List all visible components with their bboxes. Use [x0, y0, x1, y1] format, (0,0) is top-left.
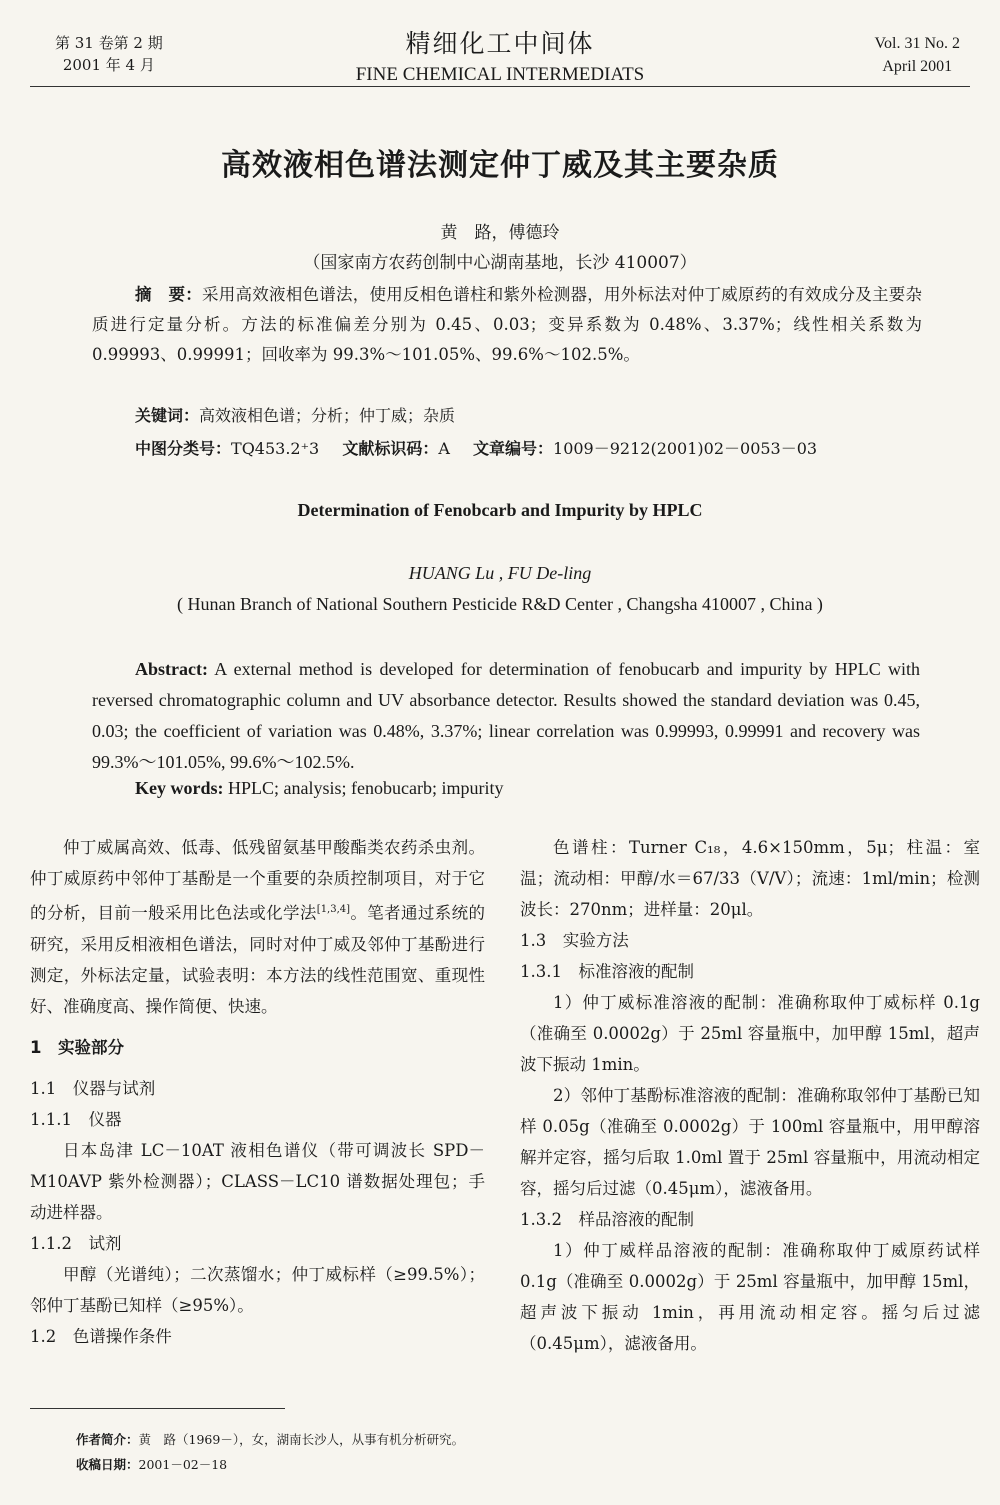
section-heading-1-1: 1.1 仪器与试剂 [30, 1078, 156, 1098]
intro-text: 仲丁威属高效、低毒、低残留氨基甲酸酯类农药杀虫剂。仲丁威原药中邻仲丁基酚是一个重要的杂质控制项目，对于它的分析，目前一般采用比色法或化学法 [30, 838, 485, 923]
author-bio-label: 作者简介： [76, 1432, 139, 1447]
instrument-paragraph: 日本岛津 LC－10AT 液相色谱仪（带可调波长 SPD－M10AVP 紫外检测器）；CLASS－LC10 谱数据处理包；手动进样器。 [30, 1140, 485, 1222]
section-heading-1-3-1: 1.3.1 标准溶液的配制 [520, 962, 694, 981]
article-no-label: 文章编号： [473, 439, 554, 458]
left-column [30, 832, 485, 1352]
received-date [76, 1455, 227, 1473]
section-heading-1-1-2: 1.1.2 试剂 [30, 1233, 122, 1253]
section-heading-1-3: 1.3 实验方法 [520, 931, 629, 950]
en-title: Determination of Fenobcarb and Impurity by HPLC [297, 500, 703, 520]
cn-abstract-text: 采用高效液相色谱法，使用反相色谱柱和紫外检测器，用外标法对仲丁威原药的有效成分及主要杂质进行定量分析。方法的标准偏差分别为 0.45、0.03；变异系数为 0.48%、3.37%；线性相关系数为 0.99993、0.99991；回收率为 99.3%～101.05%、99.6%～102.5%。 [92, 285, 922, 364]
en-keywords-label: Key words: [135, 778, 224, 798]
std-solution-1: 1）仲丁威标准溶液的配制：准确称取仲丁威标样 0.1g（准确至 0.0002g）于 25ml 容量瓶中，加甲醇 15ml，超声波下振动 1min。 [520, 993, 980, 1074]
section-heading-1-1-1: 1.1.1 仪器 [30, 1109, 122, 1129]
volume-info [875, 32, 961, 78]
journal-name [300, 24, 700, 86]
issue-info [55, 32, 163, 76]
en-keywords [135, 778, 503, 799]
class-value: TQ453.2⁺3 [231, 439, 320, 458]
issue-date: 2001 年 4 月 [62, 56, 155, 74]
volume-number: Vol. 31 No. 2 [874, 35, 960, 52]
issue-number: 第 31 卷第 2 期 [55, 34, 163, 52]
en-keywords-text: HPLC; analysis; fenobucarb; impurity [228, 778, 504, 798]
header-rule [30, 86, 970, 87]
paper-title: 高效液相色谱法测定仲丁威及其主要杂质 [221, 148, 779, 183]
en-abstract [92, 654, 920, 778]
received-date-value: 2001－02－18 [138, 1457, 228, 1472]
class-label: 中图分类号： [135, 439, 232, 458]
received-date-label: 收稿日期： [76, 1457, 139, 1472]
reagent-paragraph: 甲醇（光谱纯）；二次蒸馏水；仲丁威标样（≥99.5%）；邻仲丁基酚已知样（≥95%）。 [30, 1264, 485, 1315]
doc-code-value: A [438, 439, 450, 458]
journal-name-en: FINE CHEMICAL INTERMEDIATS [355, 64, 645, 85]
conditions-paragraph: 色谱柱：Turner C₁₈，4.6×150mm，5μ；柱温：室温；流动相：甲醇/水＝67/33（V/V）；流速：1ml/min；检测波长：270nm；进样量：20μl。 [520, 838, 980, 919]
std-solution-2: 2）邻仲丁基酚标准溶液的配制：准确称取邻仲丁基酚已知样 0.05g（准确至 0.0002g）于 100ml 容量瓶中，用甲醇溶解并定容，摇匀后取 1.0ml 置于 25ml 容量瓶中，用流动相定容，摇匀后过滤（0.45μm），滤液备用。 [520, 1086, 980, 1198]
en-abstract-label: Abstract: [135, 659, 208, 679]
section-heading-1: 1 实验部分 [30, 1037, 124, 1057]
section-heading-1-3-2: 1.3.2 样品溶液的配制 [520, 1210, 694, 1229]
footnote-rule [30, 1408, 285, 1409]
sample-solution-1: 1）仲丁威样品溶液的配制：准确称取仲丁威原药试样 0.1g（准确至 0.0002g）于 25ml 容量瓶中，加甲醇 15ml，超声波下振动 1min，再用流动相定容。摇匀后过滤（0.45μm），滤液备用。 [520, 1241, 980, 1353]
author-bio [76, 1430, 464, 1448]
en-authors: HUANG Lu , FU De-ling [408, 563, 592, 583]
intro-paragraph [30, 832, 485, 1022]
cn-keywords-label: 关键词： [135, 406, 200, 425]
article-no-value: 1009－9212(2001)02－0053－03 [553, 439, 818, 458]
classification-line [135, 436, 817, 459]
affiliation: （国家南方农药创制中心湖南基地，长沙 410007） [303, 253, 697, 273]
right-column [520, 832, 980, 1359]
cn-abstract-label: 摘 要： [135, 285, 202, 304]
doc-code-label: 文献标识码： [342, 439, 439, 458]
volume-date: April 2001 [882, 58, 953, 75]
authors: 黄 路，傅德玲 [440, 223, 560, 243]
en-affiliation: ( Hunan Branch of National Southern Pesticide R&D Center , Changsha 410007 , China ) [177, 594, 823, 614]
author-bio-text: 黄 路（1969－），女，湖南长沙人，从事有机分析研究。 [138, 1432, 465, 1447]
section-heading-1-2: 1.2 色谱操作条件 [30, 1326, 172, 1346]
citation-ref: [1,3,4] [316, 904, 351, 915]
cn-keywords [135, 403, 455, 426]
cn-keywords-text: 高效液相色谱；分析；仲丁威；杂质 [199, 406, 456, 425]
cn-abstract [92, 280, 922, 370]
journal-name-cn: 精细化工中间体 [405, 29, 595, 58]
en-abstract-text: A external method is developed for determination of fenobucarb and impurity by HPLC with reversed chromatographic column and UV absorbance detector. Results showed the standard deviation was 0.45, 0.03; the coefficient of variation was 0.48%, 3.37%; linear correlation was 0.99993, 0.99991 and recovery was 99.3%～101.05%, 99.6%～102.5%. [92, 659, 920, 772]
intro-text-cont: 。笔者通过系统的研究，采用反相液相色谱法，同时对仲丁威及邻仲丁基酚进行测定，外标法定量，试验表明：本方法的线性范围宽、重现性好、准确度高、操作简便、快速。 [30, 903, 486, 1016]
